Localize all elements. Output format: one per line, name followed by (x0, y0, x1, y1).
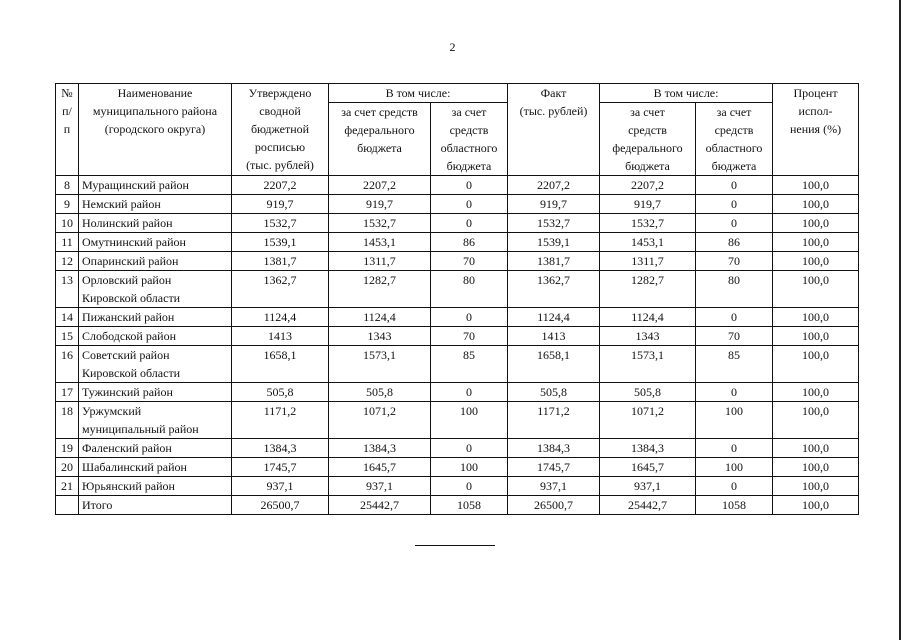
total-row (56, 496, 859, 515)
header-percent: Процент испол- нения (%) (773, 84, 859, 176)
regional-approved-value: 0 (431, 195, 508, 214)
fact-value: 1532,7 (508, 214, 600, 233)
table-row (56, 439, 859, 458)
row-number: 13 (56, 271, 79, 308)
percent-value: 100,0 (773, 383, 859, 402)
total-percent-value: 100,0 (773, 496, 859, 515)
regional-fact-value: 70 (696, 252, 773, 271)
percent-value: 100,0 (773, 327, 859, 346)
percent-value: 100,0 (773, 176, 859, 195)
fact-value: 505,8 (508, 383, 600, 402)
row-number: 19 (56, 439, 79, 458)
regional-fact-value: 80 (696, 271, 773, 308)
header-approved: Утверждено сводной бюджетной росписью (тыс. рублей) (232, 84, 329, 176)
fact-value: 1124,4 (508, 308, 600, 327)
fact-value: 937,1 (508, 477, 600, 496)
row-number: 11 (56, 233, 79, 252)
district-name: Фаленский район (79, 439, 232, 458)
federal-approved-value: 1071,2 (329, 402, 431, 439)
percent-value: 100,0 (773, 195, 859, 214)
separator-line (415, 545, 495, 546)
approved-value: 1745,7 (232, 458, 329, 477)
federal-approved-value: 1573,1 (329, 346, 431, 383)
header-regional-approved: за счет средств областного бюджета (431, 103, 508, 176)
federal-fact-value: 1384,3 (600, 439, 696, 458)
federal-fact-value: 1532,7 (600, 214, 696, 233)
federal-approved-value: 1532,7 (329, 214, 431, 233)
district-name: Нолинский район (79, 214, 232, 233)
regional-fact-value: 0 (696, 308, 773, 327)
fact-value: 1745,7 (508, 458, 600, 477)
row-number: 17 (56, 383, 79, 402)
approved-value: 1539,1 (232, 233, 329, 252)
regional-fact-value: 100 (696, 458, 773, 477)
regional-fact-value: 0 (696, 439, 773, 458)
percent-value: 100,0 (773, 233, 859, 252)
percent-value: 100,0 (773, 308, 859, 327)
row-number (56, 496, 79, 515)
regional-approved-value: 86 (431, 233, 508, 252)
row-number: 21 (56, 477, 79, 496)
regional-fact-value: 0 (696, 477, 773, 496)
budget-table (55, 83, 859, 515)
federal-approved-value: 1124,4 (329, 308, 431, 327)
approved-value: 1362,7 (232, 271, 329, 308)
regional-approved-value: 0 (431, 477, 508, 496)
percent-value: 100,0 (773, 252, 859, 271)
header-number: № п/п (56, 84, 79, 176)
district-name: Омутнинский район (79, 233, 232, 252)
fact-value: 1381,7 (508, 252, 600, 271)
district-name: Муращинский район (79, 176, 232, 195)
federal-fact-value: 1071,2 (600, 402, 696, 439)
federal-fact-value: 1343 (600, 327, 696, 346)
row-number: 15 (56, 327, 79, 346)
percent-value: 100,0 (773, 477, 859, 496)
fact-value: 2207,2 (508, 176, 600, 195)
row-number: 8 (56, 176, 79, 195)
total-fact-value: 26500,7 (508, 496, 600, 515)
total-regional-approved-value: 1058 (431, 496, 508, 515)
district-name: Шабалинский район (79, 458, 232, 477)
federal-fact-value: 1124,4 (600, 308, 696, 327)
table-row (56, 346, 859, 383)
percent-value: 100,0 (773, 439, 859, 458)
row-number: 12 (56, 252, 79, 271)
federal-approved-value: 937,1 (329, 477, 431, 496)
district-name: Тужинский район (79, 383, 232, 402)
regional-approved-value: 0 (431, 383, 508, 402)
fact-value: 1539,1 (508, 233, 600, 252)
row-number: 20 (56, 458, 79, 477)
total-approved-value: 26500,7 (232, 496, 329, 515)
regional-approved-value: 0 (431, 439, 508, 458)
federal-approved-value: 1645,7 (329, 458, 431, 477)
federal-approved-value: 1343 (329, 327, 431, 346)
regional-fact-value: 86 (696, 233, 773, 252)
federal-approved-value: 2207,2 (329, 176, 431, 195)
header-district-name: Наименование муниципального района (городского округа) (79, 84, 232, 176)
approved-value: 1413 (232, 327, 329, 346)
federal-approved-value: 1311,7 (329, 252, 431, 271)
fact-value: 1413 (508, 327, 600, 346)
district-name: Орловский район Кировской области (79, 271, 232, 308)
header-federal-fact: за счет средств федерального бюджета (600, 103, 696, 176)
federal-fact-value: 937,1 (600, 477, 696, 496)
fact-value: 1658,1 (508, 346, 600, 383)
percent-value: 100,0 (773, 402, 859, 439)
approved-value: 1658,1 (232, 346, 329, 383)
approved-value: 919,7 (232, 195, 329, 214)
regional-approved-value: 0 (431, 214, 508, 233)
federal-approved-value: 1453,1 (329, 233, 431, 252)
regional-approved-value: 100 (431, 402, 508, 439)
regional-fact-value: 70 (696, 327, 773, 346)
approved-value: 1384,3 (232, 439, 329, 458)
percent-value: 100,0 (773, 214, 859, 233)
approved-value: 1124,4 (232, 308, 329, 327)
federal-fact-value: 1453,1 (600, 233, 696, 252)
header-including-fact: В том числе: (600, 84, 773, 103)
row-number: 16 (56, 346, 79, 383)
header-including-approved: В том числе: (329, 84, 508, 103)
district-name: Слободской район (79, 327, 232, 346)
district-name: Юрьянский район (79, 477, 232, 496)
table-row (56, 477, 859, 496)
regional-approved-value: 100 (431, 458, 508, 477)
table-row (56, 383, 859, 402)
district-name: Советский район Кировской области (79, 346, 232, 383)
federal-fact-value: 1645,7 (600, 458, 696, 477)
federal-approved-value: 505,8 (329, 383, 431, 402)
total-federal-fact-value: 25442,7 (600, 496, 696, 515)
table-row (56, 176, 859, 195)
table-row (56, 233, 859, 252)
regional-fact-value: 0 (696, 383, 773, 402)
fact-value: 1171,2 (508, 402, 600, 439)
regional-fact-value: 85 (696, 346, 773, 383)
approved-value: 1532,7 (232, 214, 329, 233)
page-edge-line (899, 0, 901, 640)
header-regional-fact: за счет средств областного бюджета (696, 103, 773, 176)
district-name: Опаринский район (79, 252, 232, 271)
regional-fact-value: 0 (696, 176, 773, 195)
regional-approved-value: 70 (431, 327, 508, 346)
fact-value: 919,7 (508, 195, 600, 214)
approved-value: 505,8 (232, 383, 329, 402)
table-row (56, 195, 859, 214)
approved-value: 2207,2 (232, 176, 329, 195)
regional-approved-value: 0 (431, 308, 508, 327)
table-row (56, 271, 859, 308)
approved-value: 937,1 (232, 477, 329, 496)
percent-value: 100,0 (773, 271, 859, 308)
table-row (56, 214, 859, 233)
total-regional-fact-value: 1058 (696, 496, 773, 515)
approved-value: 1381,7 (232, 252, 329, 271)
regional-fact-value: 100 (696, 402, 773, 439)
federal-approved-value: 919,7 (329, 195, 431, 214)
federal-fact-value: 1282,7 (600, 271, 696, 308)
table-row (56, 327, 859, 346)
district-name: Уржумский муниципальный район (79, 402, 232, 439)
approved-value: 1171,2 (232, 402, 329, 439)
fact-value: 1362,7 (508, 271, 600, 308)
regional-approved-value: 70 (431, 252, 508, 271)
regional-approved-value: 85 (431, 346, 508, 383)
table-row (56, 308, 859, 327)
federal-fact-value: 2207,2 (600, 176, 696, 195)
table-row (56, 402, 859, 439)
federal-approved-value: 1282,7 (329, 271, 431, 308)
district-name: Немский район (79, 195, 232, 214)
federal-fact-value: 919,7 (600, 195, 696, 214)
fact-value: 1384,3 (508, 439, 600, 458)
percent-value: 100,0 (773, 458, 859, 477)
regional-approved-value: 0 (431, 176, 508, 195)
regional-fact-value: 0 (696, 195, 773, 214)
total-label: Итого (79, 496, 232, 515)
federal-fact-value: 1311,7 (600, 252, 696, 271)
total-federal-approved-value: 25442,7 (329, 496, 431, 515)
table-row (56, 458, 859, 477)
regional-approved-value: 80 (431, 271, 508, 308)
federal-fact-value: 1573,1 (600, 346, 696, 383)
header-fact: Факт (тыс. рублей) (508, 84, 600, 176)
row-number: 18 (56, 402, 79, 439)
page-number: 2 (449, 40, 456, 54)
federal-fact-value: 505,8 (600, 383, 696, 402)
table-row (56, 252, 859, 271)
row-number: 9 (56, 195, 79, 214)
regional-fact-value: 0 (696, 214, 773, 233)
percent-value: 100,0 (773, 346, 859, 383)
header-federal-approved: за счет средств федерального бюджета (329, 103, 431, 176)
row-number: 14 (56, 308, 79, 327)
district-name: Пижанский район (79, 308, 232, 327)
federal-approved-value: 1384,3 (329, 439, 431, 458)
row-number: 10 (56, 214, 79, 233)
